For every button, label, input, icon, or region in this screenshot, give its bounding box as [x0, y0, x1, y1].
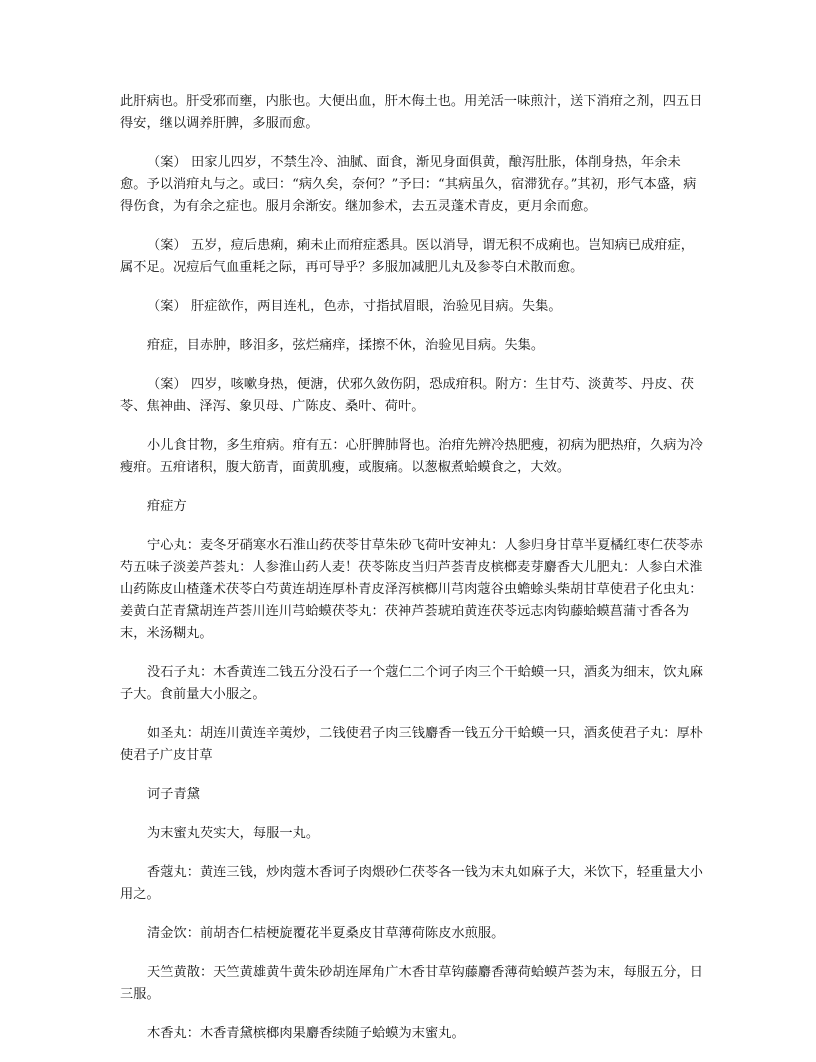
paragraph-9: 宁心丸：麦冬牙硝寒水石淮山药茯苓甘草朱砂飞荷叶安神丸：人参归身甘草半夏橘红枣仁茯苓赤芍五味子淡姜芦荟丸：人参淮山药人麦！茯苓陈皮当归芦荟青皮槟榔麦芽麝香大儿肥丸：人参白术淮山药陈皮山楂蓬术茯苓白芍黄连胡连厚朴青皮泽泻槟榔川芎肉蔻谷虫蟾蜍头柴胡甘草使君子化虫丸：姜黄白芷青黛胡连芦荟川连川芎蛤蟆茯苓丸：茯神芦荟琥珀黄连茯苓远志肉钩藤蛤蟆菖蒲寸香各为末，米汤糊丸。: [120, 538, 703, 641]
paragraph-16: 天竺黄散：天竺黄雄黄牛黄朱砂胡连犀角广木香甘草钩藤麝香薄荷蛤蟆芦荟为末，每服五分，日三服。: [120, 965, 703, 1002]
paragraph-17: 木香丸：木香青黛槟榔肉果麝香续随子蛤蟆为末蜜丸。: [147, 1026, 465, 1041]
section-heading: 疳症方: [147, 499, 187, 514]
paragraph-15: 清金饮：前胡杏仁桔梗旋覆花半夏桑皮甘草薄荷陈皮水煎服。: [147, 926, 505, 941]
paragraph-10: 没石子丸：木香黄连二钱五分没石子一个蔻仁二个诃子肉三个干蛤蟆一只，酒炙为细末，饮丸麻子大。食前量大小服之。: [120, 665, 703, 702]
paragraph-6: （案） 四岁，咳嗽身热，便溏，伏邪久敛伤阴，恐成疳积。附方：生甘芍、淡黄芩、丹皮、茯苓、焦神曲、泽泻、象贝母、广陈皮、桑叶、荷叶。: [120, 377, 694, 414]
paragraph-3: （案） 五岁，痘后患痢，痢未止而疳症悉具。医以消导，谓无积不成痢也。岂知病已成疳症，属不足。况痘后气血重耗之际，再可导乎？多服加减肥儿丸及参苓白术散而愈。: [120, 238, 694, 275]
paragraph-2: （案） 田家儿四岁，不禁生冷、油腻、面食，渐见身面俱黄，酿泻肚胀，体削身热，年余未愈。予以消疳丸与之。或曰：“病久矣，奈何？”予曰：“其病虽久，宿滞犹存。”其初，形气本盛，病得伤食，为有余之症也。服月余渐安。继加参术，去五灵蓬术青皮，更月余而愈。: [120, 155, 697, 214]
paragraph-12: 诃子青黛: [147, 787, 200, 802]
document-body: [120, 91, 706, 1062]
paragraph-14: 香蔻丸：黄连三钱，炒肉蔻木香诃子肉煨砂仁茯苓各一钱为末丸如麻子大，米饮下，轻重量大小用之。: [120, 865, 703, 902]
paragraph-1: 此肝病也。肝受邪而壅，内胀也。大便出血，肝木侮土也。用羌活一味煎汁，送下消疳之剂，四五日得安，继以调养肝脾，多服而愈。: [120, 94, 703, 131]
paragraph-5: 疳症，目赤肿，眵泪多，弦烂痛痒，揉擦不休，治验见目病。失集。: [147, 338, 545, 353]
paragraph-4: （案） 肝症欲作，两目连札，色赤，寸指拭眉眼，治验见目病。失集。: [147, 299, 562, 314]
paragraph-11: 如圣丸：胡连川黄连辛荑炒，二钱使君子肉三钱麝香一钱五分干蛤蟆一只，酒炙使君子丸：厚朴使君子广皮甘草: [120, 726, 703, 763]
paragraph-7: 小儿食甘物，多生疳病。疳有五：心肝脾肺肾也。治疳先辨冷热肥瘦，初病为肥热疳，久病为冷瘦疳。五疳诸积，腹大筋青，面黄肌瘦，或腹痛。以葱椒煮蛤蟆食之，大效。: [120, 438, 703, 475]
paragraph-13: 为末蜜丸芡实大，每服一丸。: [147, 826, 320, 841]
